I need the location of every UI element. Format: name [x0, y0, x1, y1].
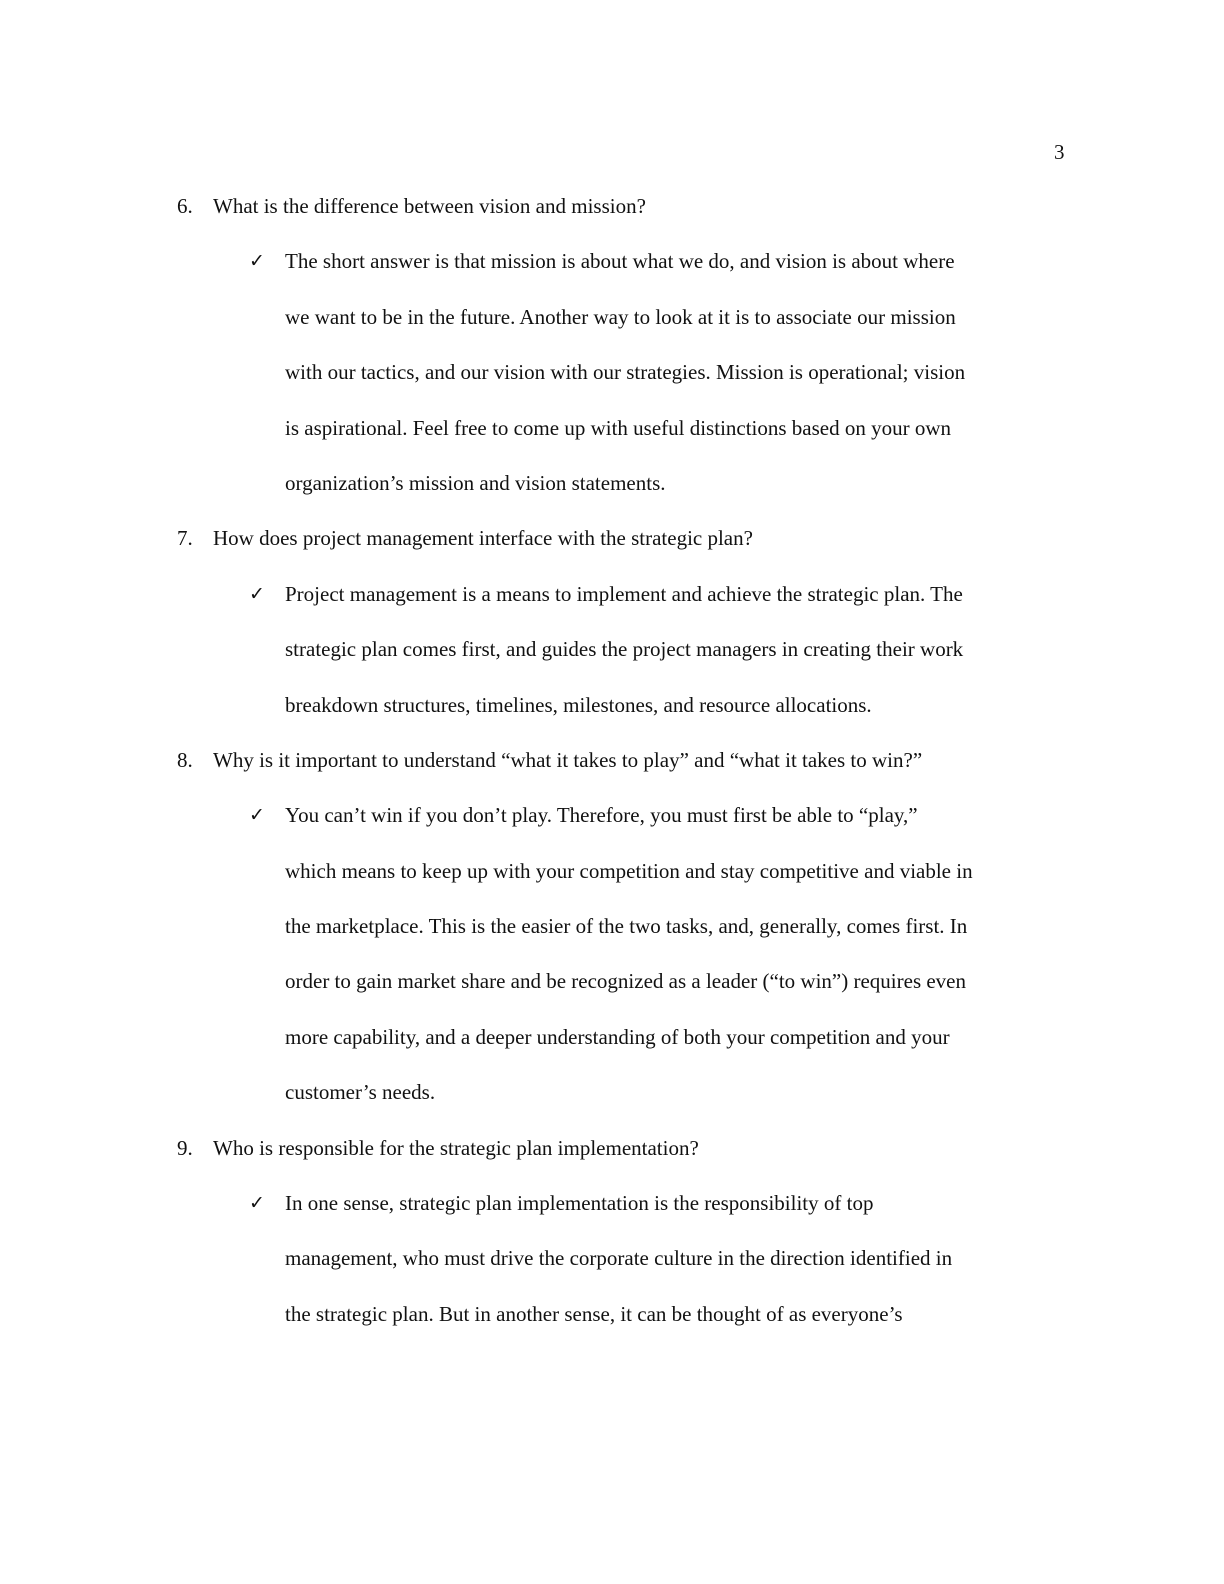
question-number: 7.	[177, 526, 193, 551]
answer-line	[0, 1065, 1224, 1120]
answer-line	[0, 1176, 1224, 1231]
page-number: 3	[1054, 140, 1065, 164]
answer-text: The short answer is that mission is about what we do, and vision is about where	[285, 249, 955, 274]
question-line	[0, 179, 1224, 234]
answer-text: Project management is a means to implement and achieve the strategic plan. The	[285, 581, 963, 606]
question-text: Who is responsible for the strategic plan implementation?	[213, 1135, 699, 1160]
answer-text: which means to keep up with your competition and stay competitive and viable in	[285, 858, 973, 883]
answer-text: the strategic plan. But in another sense, it can be thought of as everyone’s	[285, 1301, 903, 1326]
answer-line	[0, 1231, 1224, 1286]
answer-line	[0, 456, 1224, 511]
answer-text: In one sense, strategic plan implementation is the responsibility of top	[285, 1191, 874, 1216]
answer-text: with our tactics, and our vision with our strategies. Mission is operational; vision	[285, 360, 966, 385]
question-number: 9.	[177, 1135, 193, 1160]
answer-text: strategic plan comes first, and guides the project managers in creating their work	[285, 637, 964, 662]
checkmark-icon: ✓	[249, 1192, 265, 1215]
answer-line	[0, 567, 1224, 622]
document-body	[0, 179, 1224, 1342]
answer-text: management, who must drive the corporate culture in the direction identified in	[285, 1246, 953, 1271]
question-line	[0, 733, 1224, 788]
question-text: Why is it important to understand “what it takes to play” and “what it takes to win?”	[213, 747, 923, 772]
question-line	[0, 1121, 1224, 1176]
answer-line	[0, 954, 1224, 1009]
answer-text: order to gain market share and be recognized as a leader (“to win”) requires even	[285, 969, 967, 994]
answer-text: You can’t win if you don’t play. Therefore, you must first be able to “play,”	[285, 803, 918, 828]
answer-text: more capability, and a deeper understanding of both your competition and your	[285, 1024, 950, 1049]
answer-line	[0, 622, 1224, 677]
answer-text: customer’s needs.	[285, 1080, 436, 1105]
checkmark-icon: ✓	[249, 804, 265, 827]
answer-line	[0, 678, 1224, 733]
answer-line	[0, 899, 1224, 954]
checkmark-icon: ✓	[249, 582, 265, 605]
question-line	[0, 511, 1224, 566]
question-number: 6.	[177, 194, 193, 218]
question-number: 8.	[177, 747, 193, 772]
answer-line	[0, 1010, 1224, 1065]
question-text: What is the difference between vision and mission?	[213, 194, 646, 218]
answer-line	[0, 401, 1224, 456]
checkmark-icon: ✓	[249, 250, 265, 273]
answer-line	[0, 788, 1224, 843]
answer-line	[0, 1287, 1224, 1342]
answer-text: is aspirational. Feel free to come up with useful distinctions based on your own	[285, 415, 952, 440]
question-text: How does project management interface with the strategic plan?	[213, 526, 753, 551]
answer-text: we want to be in the future. Another way to look at it is to associate our mission	[285, 304, 956, 329]
answer-line	[0, 345, 1224, 400]
answer-line	[0, 234, 1224, 289]
answer-text: breakdown structures, timelines, milestones, and resource allocations.	[285, 692, 872, 717]
answer-line	[0, 844, 1224, 899]
answer-text: the marketplace. This is the easier of the two tasks, and, generally, comes first. In	[285, 914, 968, 939]
answer-text: organization’s mission and vision statements.	[285, 470, 666, 495]
answer-line	[0, 290, 1224, 345]
